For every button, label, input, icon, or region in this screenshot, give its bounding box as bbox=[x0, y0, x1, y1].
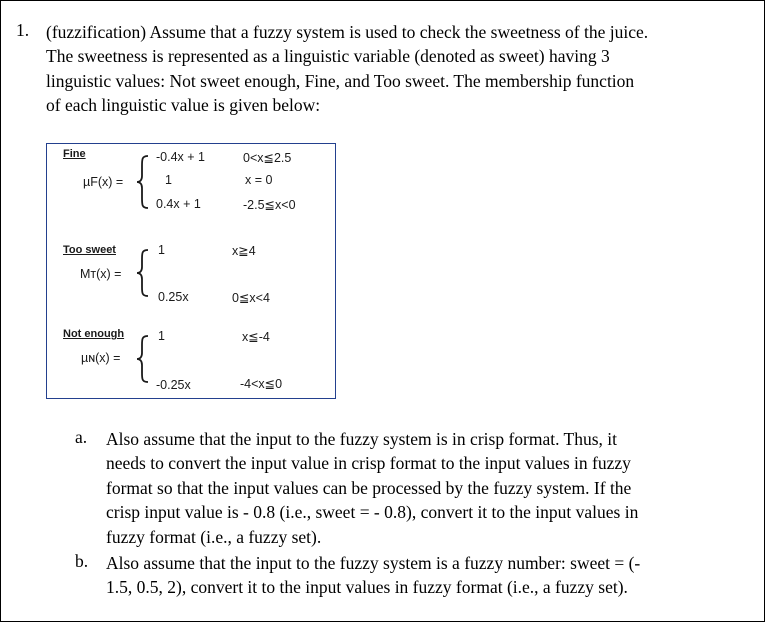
intro-line: The sweetness is represented as a linguistic variable (denoted as sweet) having 3 bbox=[46, 46, 610, 67]
sub-question-marker: b. bbox=[75, 551, 89, 571]
sub-question-line: crisp input value is - 0.8 (i.e., sweet = - 0.8), convert it to the input values in bbox=[106, 502, 639, 523]
sub-question-line: 1.5, 0.5, 2), convert it to the input values in fuzzy format (i.e., a fuzzy set). bbox=[106, 577, 628, 598]
sub-question-line: needs to convert the input value in crisp format to the input values in fuzzy bbox=[106, 453, 631, 474]
sub-question-line: fuzzy format (i.e., a fuzzy set). bbox=[106, 526, 322, 547]
fine-brace-icon bbox=[135, 154, 151, 210]
question-intro bbox=[46, 20, 751, 118]
fine-cond-2: x = 0 bbox=[245, 173, 273, 187]
not-enough-cond-1: x≦-4 bbox=[242, 330, 270, 344]
not-enough-expr-2: -0.25x bbox=[156, 378, 191, 392]
too-sweet-function-name: Mᴛ(x) = bbox=[80, 267, 122, 281]
fine-expr-2: 1 bbox=[165, 173, 172, 187]
sub-question-line: Also assume that the input to the fuzzy system is in crisp format. Thus, it bbox=[106, 429, 617, 449]
too-sweet-label: Too sweet bbox=[63, 244, 116, 256]
sub-question-text bbox=[106, 427, 638, 549]
sub-question-text bbox=[106, 551, 640, 600]
not-enough-cond-2: -4<x≦0 bbox=[240, 377, 283, 391]
not-enough-brace-icon bbox=[135, 334, 151, 384]
intro-line: (fuzzification) Assume that a fuzzy system is used to check the sweetness of the juice. bbox=[46, 22, 649, 42]
sub-question-line: Also assume that the input to the fuzzy system is a fuzzy number: sweet = (- bbox=[106, 553, 641, 573]
fine-function-name: µF(x) = bbox=[83, 175, 124, 189]
too-sweet-brace-icon bbox=[135, 248, 151, 298]
too-sweet-cond-1: x≧4 bbox=[232, 244, 256, 258]
fine-label: Fine bbox=[63, 148, 86, 160]
sub-question-line: format so that the input values can be processed by the fuzzy system. If the bbox=[106, 477, 632, 498]
fine-cond-1: 0<x≦2.5 bbox=[243, 151, 292, 165]
intro-line: linguistic values: Not sweet enough, Fine, and Too sweet. The membership function bbox=[46, 70, 635, 91]
too-sweet-cond-2: 0≦x<4 bbox=[232, 291, 270, 305]
question-number: 1. bbox=[16, 20, 30, 40]
not-enough-label: Not enough bbox=[63, 328, 125, 340]
intro-line: of each linguistic value is given below: bbox=[46, 95, 321, 116]
too-sweet-expr-1: 1 bbox=[158, 243, 165, 257]
sub-question-marker: a. bbox=[75, 427, 88, 447]
too-sweet-expr-2: 0.25x bbox=[158, 290, 189, 304]
fine-expr-1: -0.4x + 1 bbox=[156, 150, 205, 164]
not-enough-function-name: µɴ(x) = bbox=[81, 351, 121, 365]
membership-functions-figure bbox=[46, 143, 336, 399]
not-enough-expr-1: 1 bbox=[158, 329, 165, 343]
fine-cond-3: -2.5≦x<0 bbox=[243, 198, 296, 212]
fine-expr-3: 0.4x + 1 bbox=[156, 197, 201, 211]
